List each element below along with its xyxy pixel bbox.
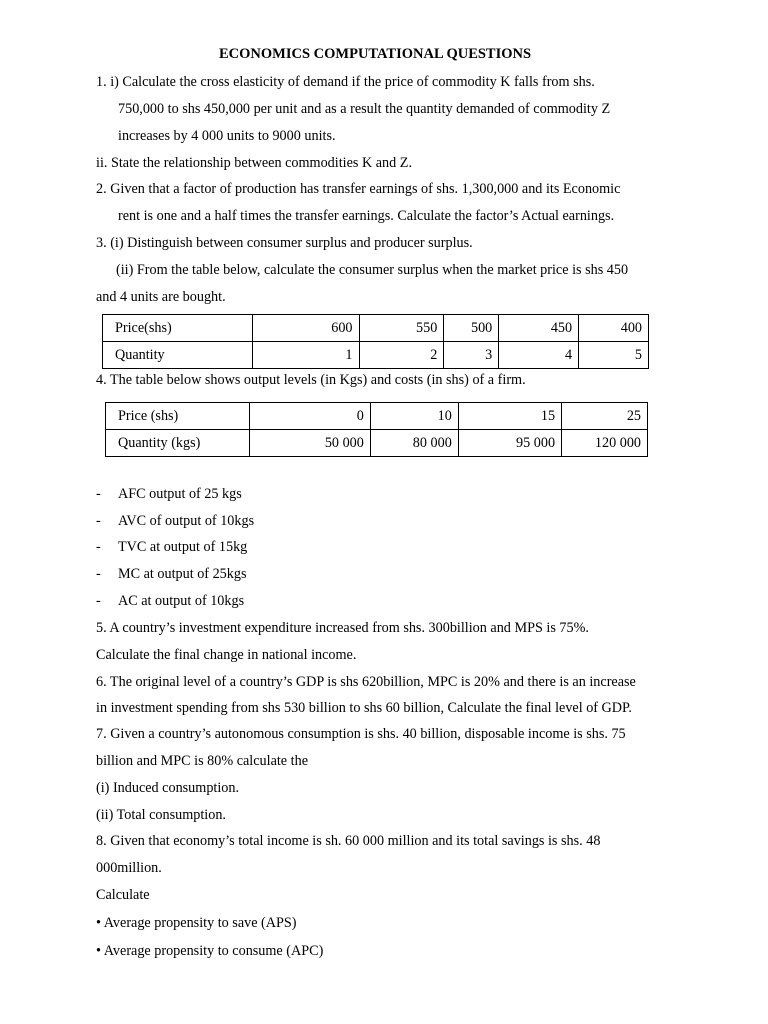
list-item — [96, 592, 244, 610]
table-cell: 80 000 — [370, 430, 458, 457]
q3-part-ii-b: and 4 units are bought. — [96, 289, 226, 305]
price-quantity-table — [102, 314, 649, 369]
q8-line-b: 000million. — [96, 860, 162, 876]
table-cell: 3 — [444, 342, 499, 369]
list-item-text: AFC output of 25 kgs — [118, 486, 242, 502]
q1-line-b: 750,000 to shs 450,000 per unit and as a result the quantity demanded of commodity Z — [118, 101, 611, 117]
dash-marker: - — [96, 593, 101, 609]
table-cell: 10 — [370, 403, 458, 430]
q1-line-c: increases by 4 000 units to 9000 units. — [118, 128, 336, 144]
q4-intro: 4. The table below shows output levels (in Kgs) and costs (in shs) of a firm. — [96, 372, 526, 388]
table-cell: 500 — [444, 315, 499, 342]
q6-line-b: in investment spending from shs 530 billion to shs 60 billion, Calculate the final level of GDP. — [96, 700, 632, 716]
table-row — [103, 315, 649, 342]
table-cell: 25 — [562, 403, 648, 430]
dash-marker: - — [96, 566, 101, 582]
q8-apc-bullet: • Average propensity to consume (APC) — [96, 943, 324, 959]
q7-part-i: (i) Induced consumption. — [96, 780, 240, 796]
list-item — [96, 512, 254, 530]
q5-line-a: 5. A country’s investment expenditure increased from shs. 300billion and MPS is 75%. — [96, 620, 589, 636]
q5-line-b: Calculate the final change in national income. — [96, 647, 357, 663]
table-row — [106, 403, 648, 430]
q3-part-i: 3. (i) Distinguish between consumer surplus and producer surplus. — [96, 235, 473, 251]
q1-line-a: 1. i) Calculate the cross elasticity of demand if the price of commodity K falls from shs. — [96, 74, 595, 90]
table-cell: 2 — [359, 342, 444, 369]
q7-part-ii: (ii) Total consumption. — [96, 807, 226, 823]
list-item-text: AC at output of 10kgs — [118, 593, 245, 609]
table-cell: Price (shs) — [106, 403, 250, 430]
list-item — [96, 538, 247, 556]
q8-aps-bullet: • Average propensity to save (APS) — [96, 915, 297, 931]
table-cell: 0 — [250, 403, 371, 430]
q8-calculate: Calculate — [96, 887, 150, 903]
list-item-text: AVC of output of 10kgs — [118, 513, 255, 529]
table-cell: 5 — [579, 342, 649, 369]
q2-line-a: 2. Given that a factor of production has transfer earnings of shs. 1,300,000 and its Economic — [96, 181, 621, 197]
list-item-text: TVC at output of 15kg — [118, 539, 248, 555]
q7-line-b: billion and MPC is 80% calculate the — [96, 753, 308, 769]
q6-line-a: 6. The original level of a country’s GDP is shs 620billion, MPC is 20% and there is an increase — [96, 674, 636, 690]
q3-part-ii-a: (ii) From the table below, calculate the consumer surplus when the market price is shs 450 — [116, 262, 629, 278]
table-cell: 550 — [359, 315, 444, 342]
list-item — [96, 485, 242, 503]
table-row — [103, 342, 649, 369]
table-cell: 400 — [579, 315, 649, 342]
table-cell: Quantity — [103, 342, 253, 369]
q8-line-a: 8. Given that economy’s total income is sh. 60 000 million and its total savings is shs. 48 — [96, 833, 601, 849]
dash-marker: - — [96, 539, 101, 555]
q1-part-ii: ii. State the relationship between commodities K and Z. — [96, 155, 412, 171]
page-title: ECONOMICS COMPUTATIONAL QUESTIONS — [219, 46, 532, 62]
list-item-text: MC at output of 25kgs — [118, 566, 247, 582]
table-cell: 95 000 — [458, 430, 561, 457]
table-cell: 15 — [458, 403, 561, 430]
table-cell: 1 — [252, 342, 359, 369]
table-cell: 4 — [499, 342, 579, 369]
table-row — [106, 430, 648, 457]
table-cell: Quantity (kgs) — [106, 430, 250, 457]
q7-line-a: 7. Given a country’s autonomous consumption is shs. 40 billion, disposable income is shs. 75 — [96, 726, 626, 742]
table-cell: 600 — [252, 315, 359, 342]
q2-line-b: rent is one and a half times the transfer earnings. Calculate the factor’s Actual earnings. — [118, 208, 615, 224]
table-cell: Price(shs) — [103, 315, 253, 342]
dash-marker: - — [96, 513, 101, 529]
table-cell: 450 — [499, 315, 579, 342]
dash-marker: - — [96, 486, 101, 502]
table-cell: 120 000 — [562, 430, 648, 457]
output-cost-table — [105, 402, 648, 457]
list-item — [96, 565, 246, 583]
table-cell: 50 000 — [250, 430, 371, 457]
